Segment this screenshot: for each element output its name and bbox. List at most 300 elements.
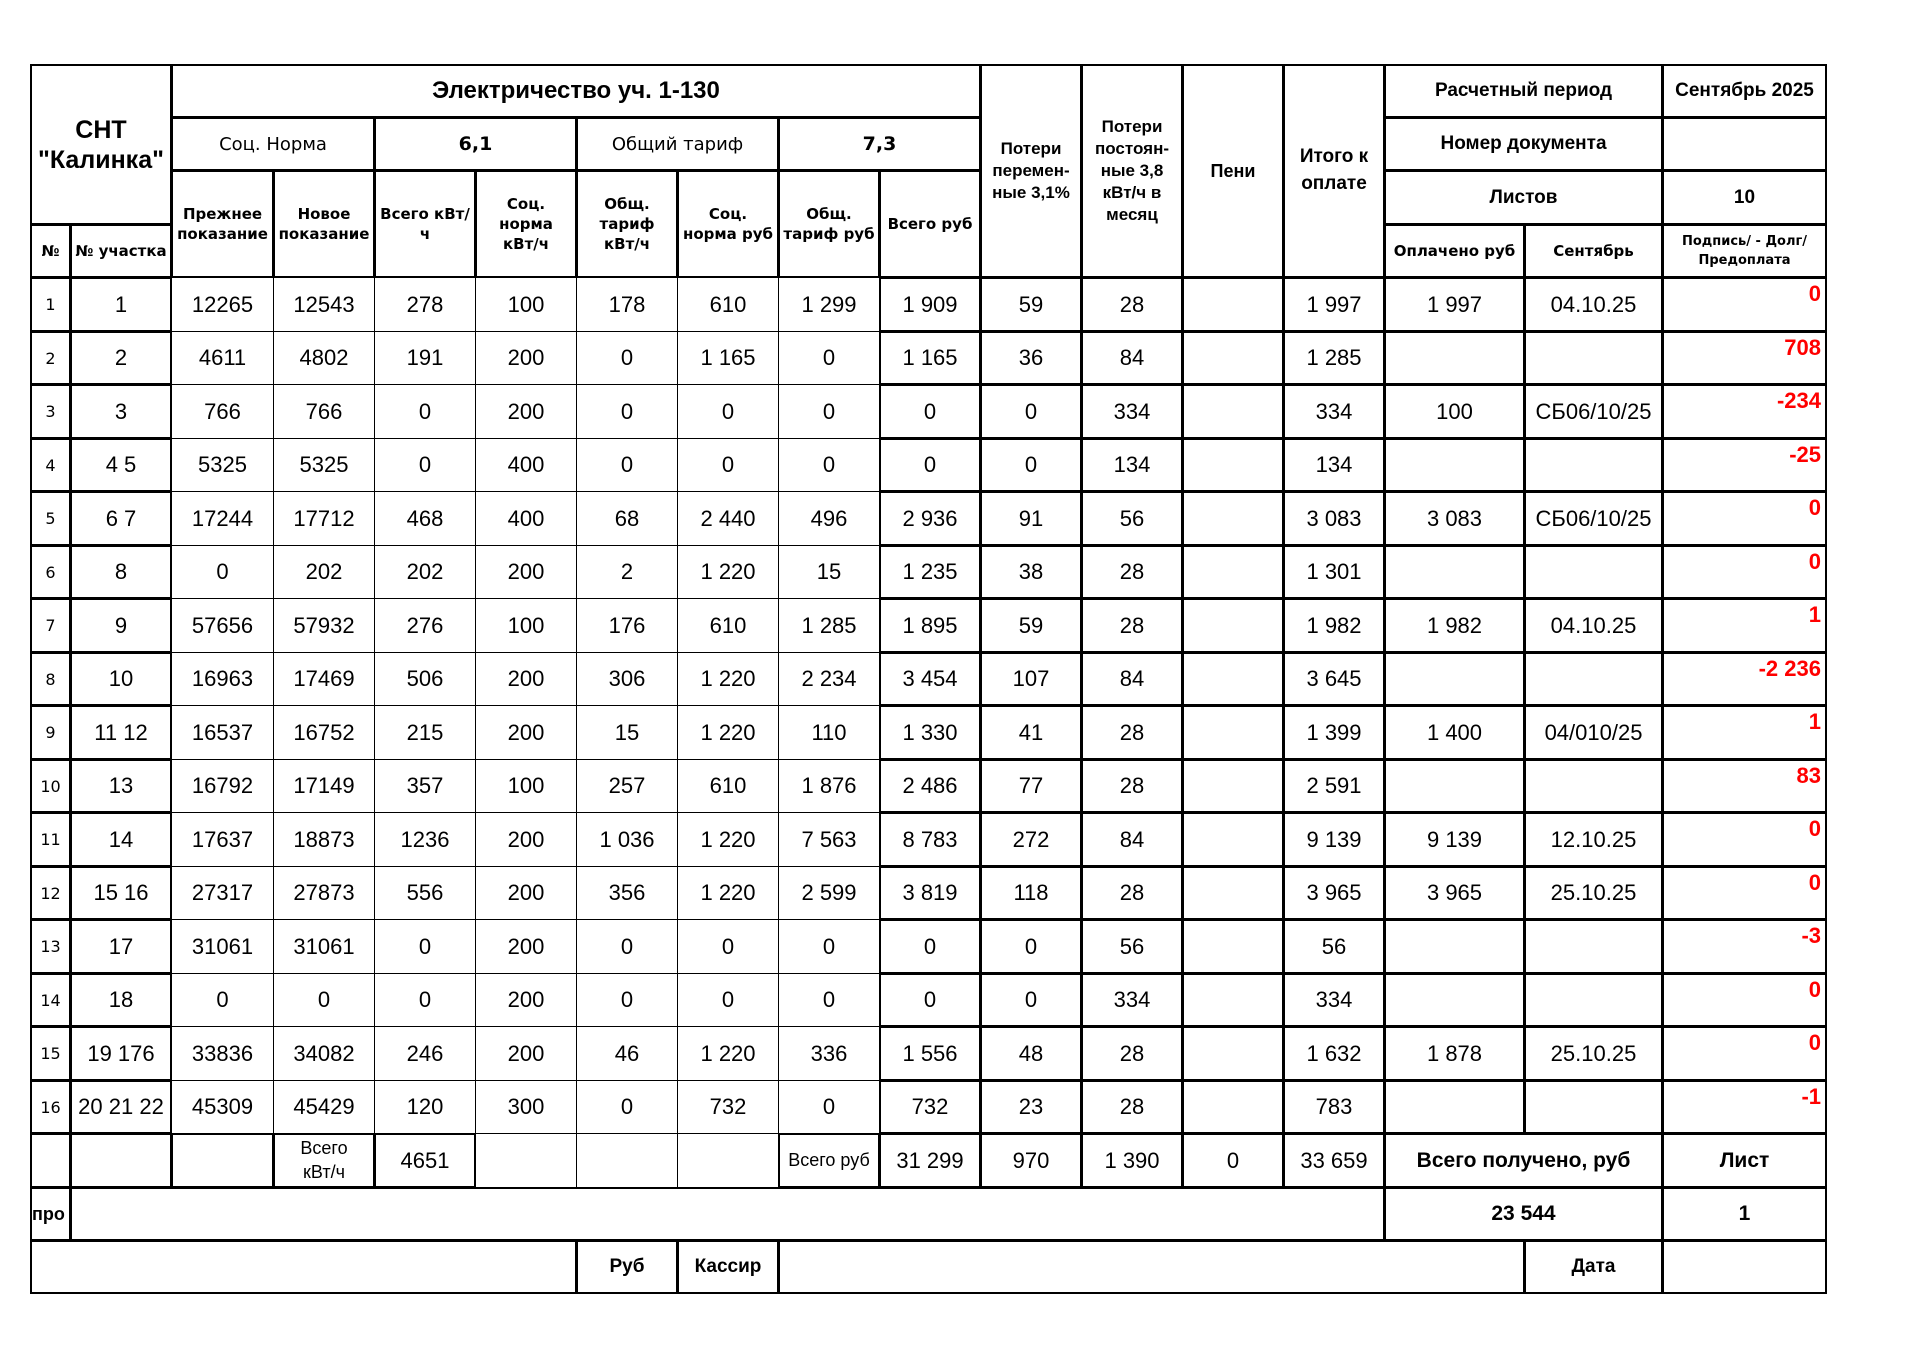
prev-reading: 12265: [171, 277, 274, 332]
prev-reading: 766: [171, 384, 274, 439]
loss-constant: 334: [1081, 384, 1183, 439]
general-tariff-rub: 0: [778, 384, 880, 439]
loss-constant: 28: [1081, 866, 1183, 920]
soc-norm-rub: 732: [677, 1080, 779, 1134]
soc-norm-kwh: 400: [475, 438, 577, 492]
totals-rub-value: 31 299: [879, 1133, 981, 1188]
paid-amount[interactable]: [1384, 438, 1525, 492]
soc-norm-rub: 0: [677, 438, 779, 492]
loss-constant: 28: [1081, 598, 1183, 653]
org-name-line2: "Калинка": [38, 145, 164, 174]
penalty[interactable]: [1182, 866, 1284, 920]
plot-number: 13: [70, 759, 172, 813]
paid-amount[interactable]: 1 997: [1384, 277, 1525, 332]
loss-variable: 48: [980, 1026, 1082, 1081]
loss-variable: 59: [980, 598, 1082, 653]
payment-date[interactable]: 12.10.25: [1524, 812, 1663, 867]
soc-norm-kwh: 100: [475, 759, 577, 813]
row-no: 8: [30, 652, 71, 706]
soc-norm-rub: 1 220: [677, 652, 779, 706]
prev-reading: 17637: [171, 812, 274, 867]
general-tariff-kwh: 0: [576, 384, 678, 439]
penalty[interactable]: [1182, 652, 1284, 706]
balance[interactable]: -2 236: [1662, 652, 1827, 706]
payment-date[interactable]: [1524, 973, 1663, 1027]
prev-reading: 16792: [171, 759, 274, 813]
total-rub: 732: [879, 1080, 981, 1134]
general-tariff-rub: 1 876: [778, 759, 880, 813]
general-tariff-label: Общий тариф: [576, 117, 779, 171]
total-due: 1 982: [1283, 598, 1385, 653]
soc-norm-kwh: 300: [475, 1080, 577, 1134]
total-due: 1 632: [1283, 1026, 1385, 1081]
footer-empty-cell: [30, 1240, 577, 1294]
totals-empty-cell: [30, 1133, 71, 1188]
paid-amount[interactable]: [1384, 1080, 1525, 1134]
totals-empty-cell: [475, 1133, 577, 1188]
loss-variable-header: Потери перемен-ные 3,1%: [980, 64, 1082, 278]
paid-amount[interactable]: [1384, 973, 1525, 1027]
loss-variable: 272: [980, 812, 1082, 867]
loss-variable: 0: [980, 973, 1082, 1027]
total-rub: 1 330: [879, 705, 981, 760]
balance[interactable]: 83: [1662, 759, 1827, 813]
total-kwh: 556: [374, 866, 476, 920]
penalty-header: Пени: [1182, 64, 1284, 278]
new-reading: 27873: [273, 866, 375, 920]
new-reading: 766: [273, 384, 375, 439]
paid-amount[interactable]: 3 083: [1384, 491, 1525, 546]
soc-norm-kwh: 200: [475, 331, 577, 385]
soc-norm-kwh: 200: [475, 1026, 577, 1081]
paid-amount[interactable]: [1384, 331, 1525, 385]
total-due-header: Итого к оплате: [1283, 64, 1385, 278]
payment-date[interactable]: [1524, 331, 1663, 385]
loss-variable: 77: [980, 759, 1082, 813]
col-header-no: №: [30, 224, 71, 278]
row-no: 10: [30, 759, 71, 813]
row-no: 14: [30, 973, 71, 1027]
prev-reading: 16537: [171, 705, 274, 760]
penalty[interactable]: [1182, 1080, 1284, 1134]
payment-date[interactable]: 04.10.25: [1524, 277, 1663, 332]
plot-number: 2: [70, 331, 172, 385]
total-received-value: 23 544: [1384, 1187, 1663, 1241]
general-tariff-rub: 336: [778, 1026, 880, 1081]
total-kwh: 0: [374, 919, 476, 974]
totals-empty-cell: [70, 1133, 172, 1188]
penalty[interactable]: [1182, 598, 1284, 653]
paid-amount[interactable]: 100: [1384, 384, 1525, 439]
prev-reading: 57656: [171, 598, 274, 653]
general-tariff-kwh: 0: [576, 973, 678, 1027]
total-rub: 1 909: [879, 277, 981, 332]
general-tariff-kwh: 356: [576, 866, 678, 920]
prev-reading: 17244: [171, 491, 274, 546]
penalty[interactable]: [1182, 384, 1284, 439]
payment-date[interactable]: [1524, 919, 1663, 974]
penalty[interactable]: [1182, 1026, 1284, 1081]
totals-rub-label: Всего руб: [778, 1133, 880, 1188]
general-tariff-kwh: 306: [576, 652, 678, 706]
row-no: 9: [30, 705, 71, 760]
paid-amount[interactable]: 9 139: [1384, 812, 1525, 867]
total-kwh: 191: [374, 331, 476, 385]
new-reading: 17712: [273, 491, 375, 546]
plot-number: 15 16: [70, 866, 172, 920]
balance[interactable]: 708: [1662, 331, 1827, 385]
general-tariff-kwh: 46: [576, 1026, 678, 1081]
sheets-value: 10: [1662, 170, 1827, 225]
soc-norm-rate: 6,1: [374, 117, 577, 171]
balance[interactable]: -234: [1662, 384, 1827, 439]
col-header-gen-rub: Общ. тариф руб: [778, 170, 880, 278]
new-reading: 31061: [273, 919, 375, 974]
total-rub: 1 556: [879, 1026, 981, 1081]
soc-norm-rub: 1 220: [677, 545, 779, 599]
penalty[interactable]: [1182, 759, 1284, 813]
general-tariff-kwh: 257: [576, 759, 678, 813]
payment-date[interactable]: 04.10.25: [1524, 598, 1663, 653]
soc-norm-kwh: 200: [475, 545, 577, 599]
loss-constant: 84: [1081, 652, 1183, 706]
penalty[interactable]: [1182, 812, 1284, 867]
balance[interactable]: -25: [1662, 438, 1827, 492]
soc-norm-kwh: 100: [475, 598, 577, 653]
prev-reading: 33836: [171, 1026, 274, 1081]
new-reading: 45429: [273, 1080, 375, 1134]
payment-date[interactable]: [1524, 652, 1663, 706]
paid-amount[interactable]: [1384, 545, 1525, 599]
soc-norm-rub: 0: [677, 919, 779, 974]
col-header-new-reading: Новое показание: [273, 170, 375, 278]
row-no: 1: [30, 277, 71, 332]
payment-date[interactable]: 25.10.25: [1524, 866, 1663, 920]
penalty[interactable]: [1182, 973, 1284, 1027]
prev-reading: 45309: [171, 1080, 274, 1134]
new-reading: 17469: [273, 652, 375, 706]
prev-reading: 31061: [171, 919, 274, 974]
new-reading: 34082: [273, 1026, 375, 1081]
balance[interactable]: 0: [1662, 277, 1827, 332]
total-rub: 1 235: [879, 545, 981, 599]
prev-reading: 27317: [171, 866, 274, 920]
general-tariff-kwh: 176: [576, 598, 678, 653]
row-no: 2: [30, 331, 71, 385]
general-tariff-kwh: 68: [576, 491, 678, 546]
total-rub: 1 895: [879, 598, 981, 653]
soc-norm-kwh: 200: [475, 652, 577, 706]
general-tariff-kwh: 178: [576, 277, 678, 332]
paid-amount[interactable]: [1384, 919, 1525, 974]
footer-cashier-label: Кассир: [677, 1240, 779, 1294]
new-reading: 16752: [273, 705, 375, 760]
penalty[interactable]: [1182, 277, 1284, 332]
balance[interactable]: 1: [1662, 705, 1827, 760]
col-header-soc-kwh: Соц. норма кВт/ч: [475, 170, 577, 278]
total-due: 783: [1283, 1080, 1385, 1134]
penalty[interactable]: [1182, 545, 1284, 599]
row-no: 12: [30, 866, 71, 920]
balance[interactable]: -1: [1662, 1080, 1827, 1134]
total-rub: 0: [879, 973, 981, 1027]
soc-norm-kwh: 200: [475, 384, 577, 439]
payment-date[interactable]: [1524, 1080, 1663, 1134]
sheets-label: Листов: [1384, 170, 1663, 225]
soc-norm-rub: 0: [677, 384, 779, 439]
general-tariff-rub: 0: [778, 919, 880, 974]
total-rub: 2 486: [879, 759, 981, 813]
prev-reading: 0: [171, 545, 274, 599]
soc-norm-kwh: 200: [475, 973, 577, 1027]
total-kwh: 278: [374, 277, 476, 332]
plot-number: 1: [70, 277, 172, 332]
penalty[interactable]: [1182, 491, 1284, 546]
col-header-sign: Подпись/ - Долг/Предоплата: [1662, 224, 1827, 278]
plot-number: 18: [70, 973, 172, 1027]
penalty[interactable]: [1182, 331, 1284, 385]
sheet-label: Лист: [1662, 1133, 1827, 1188]
total-kwh: 0: [374, 384, 476, 439]
total-due: 1 399: [1283, 705, 1385, 760]
total-due: 9 139: [1283, 812, 1385, 867]
soc-norm-rub: 1 220: [677, 705, 779, 760]
total-rub: 2 936: [879, 491, 981, 546]
loss-variable: 0: [980, 919, 1082, 974]
new-reading: 5325: [273, 438, 375, 492]
payment-date[interactable]: СБ06/10/25: [1524, 491, 1663, 546]
paid-amount[interactable]: 1 878: [1384, 1026, 1525, 1081]
row-no: 16: [30, 1080, 71, 1134]
row-no: 13: [30, 919, 71, 974]
total-due: 3 965: [1283, 866, 1385, 920]
balance[interactable]: -3: [1662, 919, 1827, 974]
penalty[interactable]: [1182, 919, 1284, 974]
loss-variable: 59: [980, 277, 1082, 332]
balance[interactable]: 1: [1662, 598, 1827, 653]
soc-norm-rub: 0: [677, 973, 779, 1027]
total-due: 56: [1283, 919, 1385, 974]
prev-reading: 0: [171, 973, 274, 1027]
payment-date[interactable]: 04/010/25: [1524, 705, 1663, 760]
row-no: 5: [30, 491, 71, 546]
loss-constant: 56: [1081, 919, 1183, 974]
paid-amount[interactable]: 3 965: [1384, 866, 1525, 920]
notes-cell[interactable]: [70, 1187, 1385, 1241]
general-tariff-rub: 0: [778, 438, 880, 492]
total-rub: 0: [879, 919, 981, 974]
total-kwh: 1236: [374, 812, 476, 867]
col-header-total-rub: Всего руб: [879, 170, 981, 278]
loss-constant: 28: [1081, 1026, 1183, 1081]
total-rub: 8 783: [879, 812, 981, 867]
payment-date[interactable]: 25.10.25: [1524, 1026, 1663, 1081]
totals-empty-cell: [677, 1133, 779, 1188]
paid-amount[interactable]: 1 400: [1384, 705, 1525, 760]
general-tariff-rub: 7 563: [778, 812, 880, 867]
plot-number: 4 5: [70, 438, 172, 492]
loss-constant: 28: [1081, 1080, 1183, 1134]
balance[interactable]: 0: [1662, 545, 1827, 599]
total-kwh: 276: [374, 598, 476, 653]
prev-reading: 4611: [171, 331, 274, 385]
total-due: 334: [1283, 973, 1385, 1027]
loss-variable: 118: [980, 866, 1082, 920]
col-header-soc-rub: Соц. норма руб: [677, 170, 779, 278]
period-value: Сентябрь 2025: [1662, 64, 1827, 118]
soc-norm-rub: 1 220: [677, 1026, 779, 1081]
plot-number: 3: [70, 384, 172, 439]
total-kwh: 120: [374, 1080, 476, 1134]
col-header-gen-kwh: Общ. тариф кВт/ч: [576, 170, 678, 278]
soc-norm-kwh: 200: [475, 919, 577, 974]
row-no: 4: [30, 438, 71, 492]
loss-constant: 28: [1081, 545, 1183, 599]
balance[interactable]: 0: [1662, 812, 1827, 867]
general-tariff-rub: 0: [778, 1080, 880, 1134]
soc-norm-kwh: 100: [475, 277, 577, 332]
sheet-value: 1: [1662, 1187, 1827, 1241]
loss-constant: 28: [1081, 277, 1183, 332]
total-rub: 3 454: [879, 652, 981, 706]
general-tariff-kwh: 15: [576, 705, 678, 760]
general-tariff-rub: 496: [778, 491, 880, 546]
balance[interactable]: 0: [1662, 1026, 1827, 1081]
total-kwh: 0: [374, 973, 476, 1027]
general-tariff-rub: 0: [778, 331, 880, 385]
plot-number: 6 7: [70, 491, 172, 546]
plot-number: 9: [70, 598, 172, 653]
paid-amount[interactable]: [1384, 652, 1525, 706]
doc-number-value[interactable]: [1662, 117, 1827, 171]
footer-rub-label: Руб: [576, 1240, 678, 1294]
org-name: [30, 64, 172, 225]
total-rub: 0: [879, 384, 981, 439]
totals-penalty: 0: [1182, 1133, 1284, 1188]
general-tariff-rub: 15: [778, 545, 880, 599]
soc-norm-kwh: 200: [475, 866, 577, 920]
footer-date-label: Дата: [1524, 1240, 1663, 1294]
loss-constant: 84: [1081, 331, 1183, 385]
col-header-plot: № участка: [70, 224, 172, 278]
org-name-line1: СНТ: [75, 115, 127, 144]
payment-date[interactable]: [1524, 545, 1663, 599]
soc-norm-rub: 2 440: [677, 491, 779, 546]
loss-constant: 28: [1081, 759, 1183, 813]
general-tariff-kwh: 0: [576, 1080, 678, 1134]
soc-norm-kwh: 200: [475, 705, 577, 760]
loss-variable: 91: [980, 491, 1082, 546]
general-tariff-rub: 110: [778, 705, 880, 760]
truncated-note-label: про: [30, 1187, 71, 1241]
col-header-month: Сентябрь: [1524, 224, 1663, 278]
new-reading: 12543: [273, 277, 375, 332]
loss-variable: 38: [980, 545, 1082, 599]
row-no: 11: [30, 812, 71, 867]
row-no: 15: [30, 1026, 71, 1081]
col-header-paid: Оплачено руб: [1384, 224, 1525, 278]
payment-date[interactable]: [1524, 759, 1663, 813]
general-tariff-kwh: 0: [576, 438, 678, 492]
paid-amount[interactable]: [1384, 759, 1525, 813]
footer-date-field[interactable]: [1662, 1240, 1827, 1294]
col-header-prev-reading: Прежнее показание: [171, 170, 274, 278]
total-due: 3 083: [1283, 491, 1385, 546]
plot-number: 14: [70, 812, 172, 867]
total-kwh: 0: [374, 438, 476, 492]
soc-norm-rub: 610: [677, 277, 779, 332]
totals-loss-constant: 1 390: [1081, 1133, 1183, 1188]
totals-kwh-value: 4651: [374, 1133, 476, 1188]
balance[interactable]: 0: [1662, 491, 1827, 546]
loss-constant: 28: [1081, 705, 1183, 760]
new-reading: 0: [273, 973, 375, 1027]
soc-norm-kwh: 400: [475, 491, 577, 546]
soc-norm-kwh: 200: [475, 812, 577, 867]
total-due: 1 285: [1283, 331, 1385, 385]
penalty[interactable]: [1182, 438, 1284, 492]
total-kwh: 246: [374, 1026, 476, 1081]
total-kwh: 506: [374, 652, 476, 706]
payment-date[interactable]: [1524, 438, 1663, 492]
general-tariff-rub: 1 299: [778, 277, 880, 332]
penalty[interactable]: [1182, 705, 1284, 760]
soc-norm-rub: 1 165: [677, 331, 779, 385]
payment-date[interactable]: СБ06/10/25: [1524, 384, 1663, 439]
loss-constant: 56: [1081, 491, 1183, 546]
totals-empty-cell: [576, 1133, 678, 1188]
soc-norm-label: Соц. Норма: [171, 117, 375, 171]
general-tariff-kwh: 0: [576, 919, 678, 974]
loss-constant-header: Потери постоян-ные 3,8 кВт/ч в месяц: [1081, 64, 1183, 278]
doc-number-label: Номер документа: [1384, 117, 1663, 171]
general-tariff-rate: 7,3: [778, 117, 981, 171]
total-kwh: 202: [374, 545, 476, 599]
soc-norm-rub: 1 220: [677, 812, 779, 867]
new-reading: 57932: [273, 598, 375, 653]
new-reading: 17149: [273, 759, 375, 813]
total-rub: 0: [879, 438, 981, 492]
plot-number: 10: [70, 652, 172, 706]
general-tariff-kwh: 2: [576, 545, 678, 599]
col-header-total-kwh: Всего кВт/ч: [374, 170, 476, 278]
total-received-label: Всего получено, руб: [1384, 1133, 1663, 1188]
loss-variable: 0: [980, 384, 1082, 439]
balance[interactable]: 0: [1662, 866, 1827, 920]
total-due: 1 997: [1283, 277, 1385, 332]
paid-amount[interactable]: 1 982: [1384, 598, 1525, 653]
totals-kwh-label: Всего кВт/ч: [273, 1133, 375, 1188]
loss-variable: 41: [980, 705, 1082, 760]
loss-variable: 0: [980, 438, 1082, 492]
sheet-title: Электричество уч. 1-130: [171, 64, 981, 118]
plot-number: 11 12: [70, 705, 172, 760]
total-due: 2 591: [1283, 759, 1385, 813]
loss-variable: 36: [980, 331, 1082, 385]
balance[interactable]: 0: [1662, 973, 1827, 1027]
total-kwh: 468: [374, 491, 476, 546]
total-kwh: 215: [374, 705, 476, 760]
new-reading: 4802: [273, 331, 375, 385]
totals-due: 33 659: [1283, 1133, 1385, 1188]
total-due: 134: [1283, 438, 1385, 492]
soc-norm-rub: 1 220: [677, 866, 779, 920]
soc-norm-rub: 610: [677, 759, 779, 813]
cashier-signature-field[interactable]: [778, 1240, 1525, 1294]
soc-norm-rub: 610: [677, 598, 779, 653]
general-tariff-rub: 2 234: [778, 652, 880, 706]
period-label: Расчетный период: [1384, 64, 1663, 118]
